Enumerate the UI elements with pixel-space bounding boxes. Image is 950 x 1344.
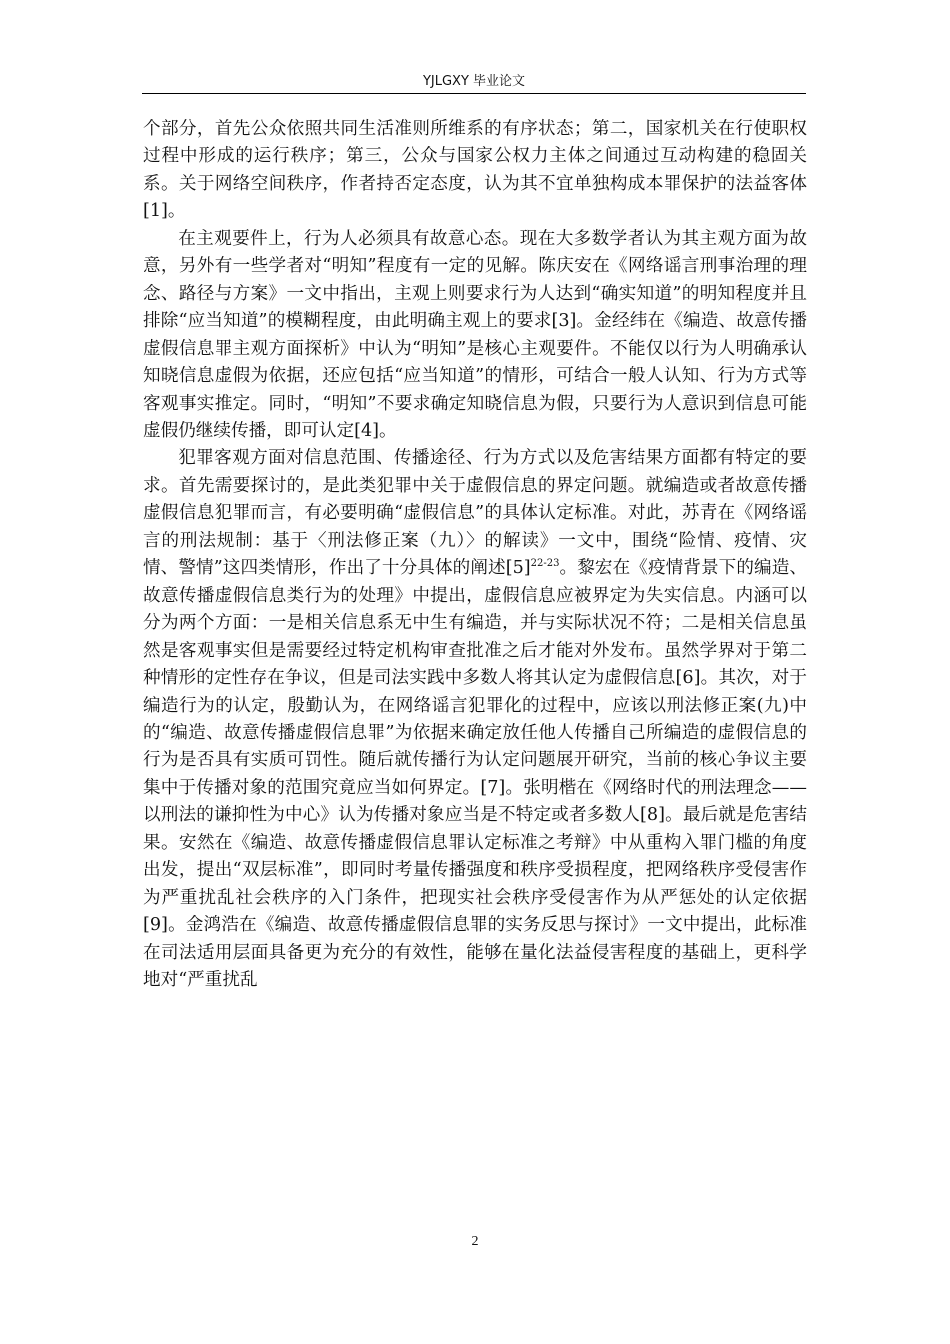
body-text (143, 116, 807, 995)
paragraph-2: 在主观要件上，行为人必须具有故意心态。现在大多数学者认为其主观方面为故意，另外有一些学者对“明知”程度有一定的见解。陈庆安在《网络谣言刑事治理的理念、路径与方案》一文中指出，主观上则要求行为人达到“确实知道”的明知程度并且排除“应当知道”的模糊程度，由此明确主观上的要求[3]。金经纬在《编造、故意传播虚假信息罪主观方面探析》中认为“明知”是核心主观要件。不能仅以行为人明确承认知晓信息虚假为依据，还应包括“应当知道”的情形，可结合一般人认知、行为方式等客观事实推定。同时，“明知”不要求确定知晓信息为假，只要行为人意识到信息可能虚假仍继续传播，即可认定[4]。 (143, 228, 807, 441)
citation-superscript: 22-23 (530, 558, 560, 570)
paragraph-3 (143, 445, 807, 994)
header-divider (142, 93, 806, 94)
paragraph-1: 个部分，首先公众依照共同生活准则所维系的有序状态；第二，国家机关在行使职权过程中形成的运行秩序；第三，公众与国家公权力主体之间通过互动构建的稳固关系。关于网络空间秩序，作者持否定态度，认为其不宜单独构成本罪保护的法益客体[1]。 (143, 119, 807, 222)
page-header: YJLGXY 毕业论文 (422, 74, 526, 89)
page-number: 2 (471, 1234, 479, 1249)
paragraph-3-part-2: 。黎宏在《疫情背景下的编造、故意传播虚假信息类行为的处理》中提出，虚假信息应被界定为失实信息。内涵可以分为两个方面：一是相关信息系无中生有编造，并与实际状况不符；二是相关信息虽然是客观事实但是需要经过特定机构审查批准之后才能对外发布。虽然学界对于第二种情形的定性存在争议，但是司法实践中多数人将其认定为虚假信息[6]。其次，对于编造行为的认定，殷勤认为，在网络谣言犯罪化的过程中，应该以刑法修正案(九)中的“编造、故意传播虚假信息罪”为依据来确定放任他人传播自己所编造的虚假信息的行为是否具有实质可罚性。随后就传播行为认定问题展开研究，当前的核心争议主要集中于传播对象的范围究竟应当如何界定。[7]。张明楷在《网络时代的刑法理念——以刑法的谦抑性为中心》认为传播对象应当是不特定或者多数人[8]。最后就是危害结果。安然在《编造、故意传播虚假信息罪认定标准之考辩》中从重构入罪门槛的角度出发，提出“双层标准”，即同时考量传播强度和秩序受损程度，把网络秩序受侵害作为严重扰乱社会秩序的入门条件，把现实社会秩序受侵害作为从严惩处的认定依据[9]。金鸿浩在《编造、故意传播虚假信息罪的实务反思与探讨》一文中提出，此标准在司法适用层面具备更为充分的有效性，能够在量化法益侵害程度的基础上，更科学地对“严重扰乱 (143, 558, 807, 991)
paragraph-3-part-1: 犯罪客观方面对信息范围、传播途径、行为方式以及危害结果方面都有特定的要求。首先需要探讨的，是此类犯罪中关于虚假信息的界定问题。就编造或者故意传播虚假信息犯罪而言，有必要明确“虚假信息”的具体认定标准。对此，苏青在《网络谣言的刑法规制：基于〈刑法修正案（九）〉的解读》一文中，围绕“险情、疫情、灾情、警情”这四类情形，作出了十分具体的阐述[5] (143, 448, 807, 579)
